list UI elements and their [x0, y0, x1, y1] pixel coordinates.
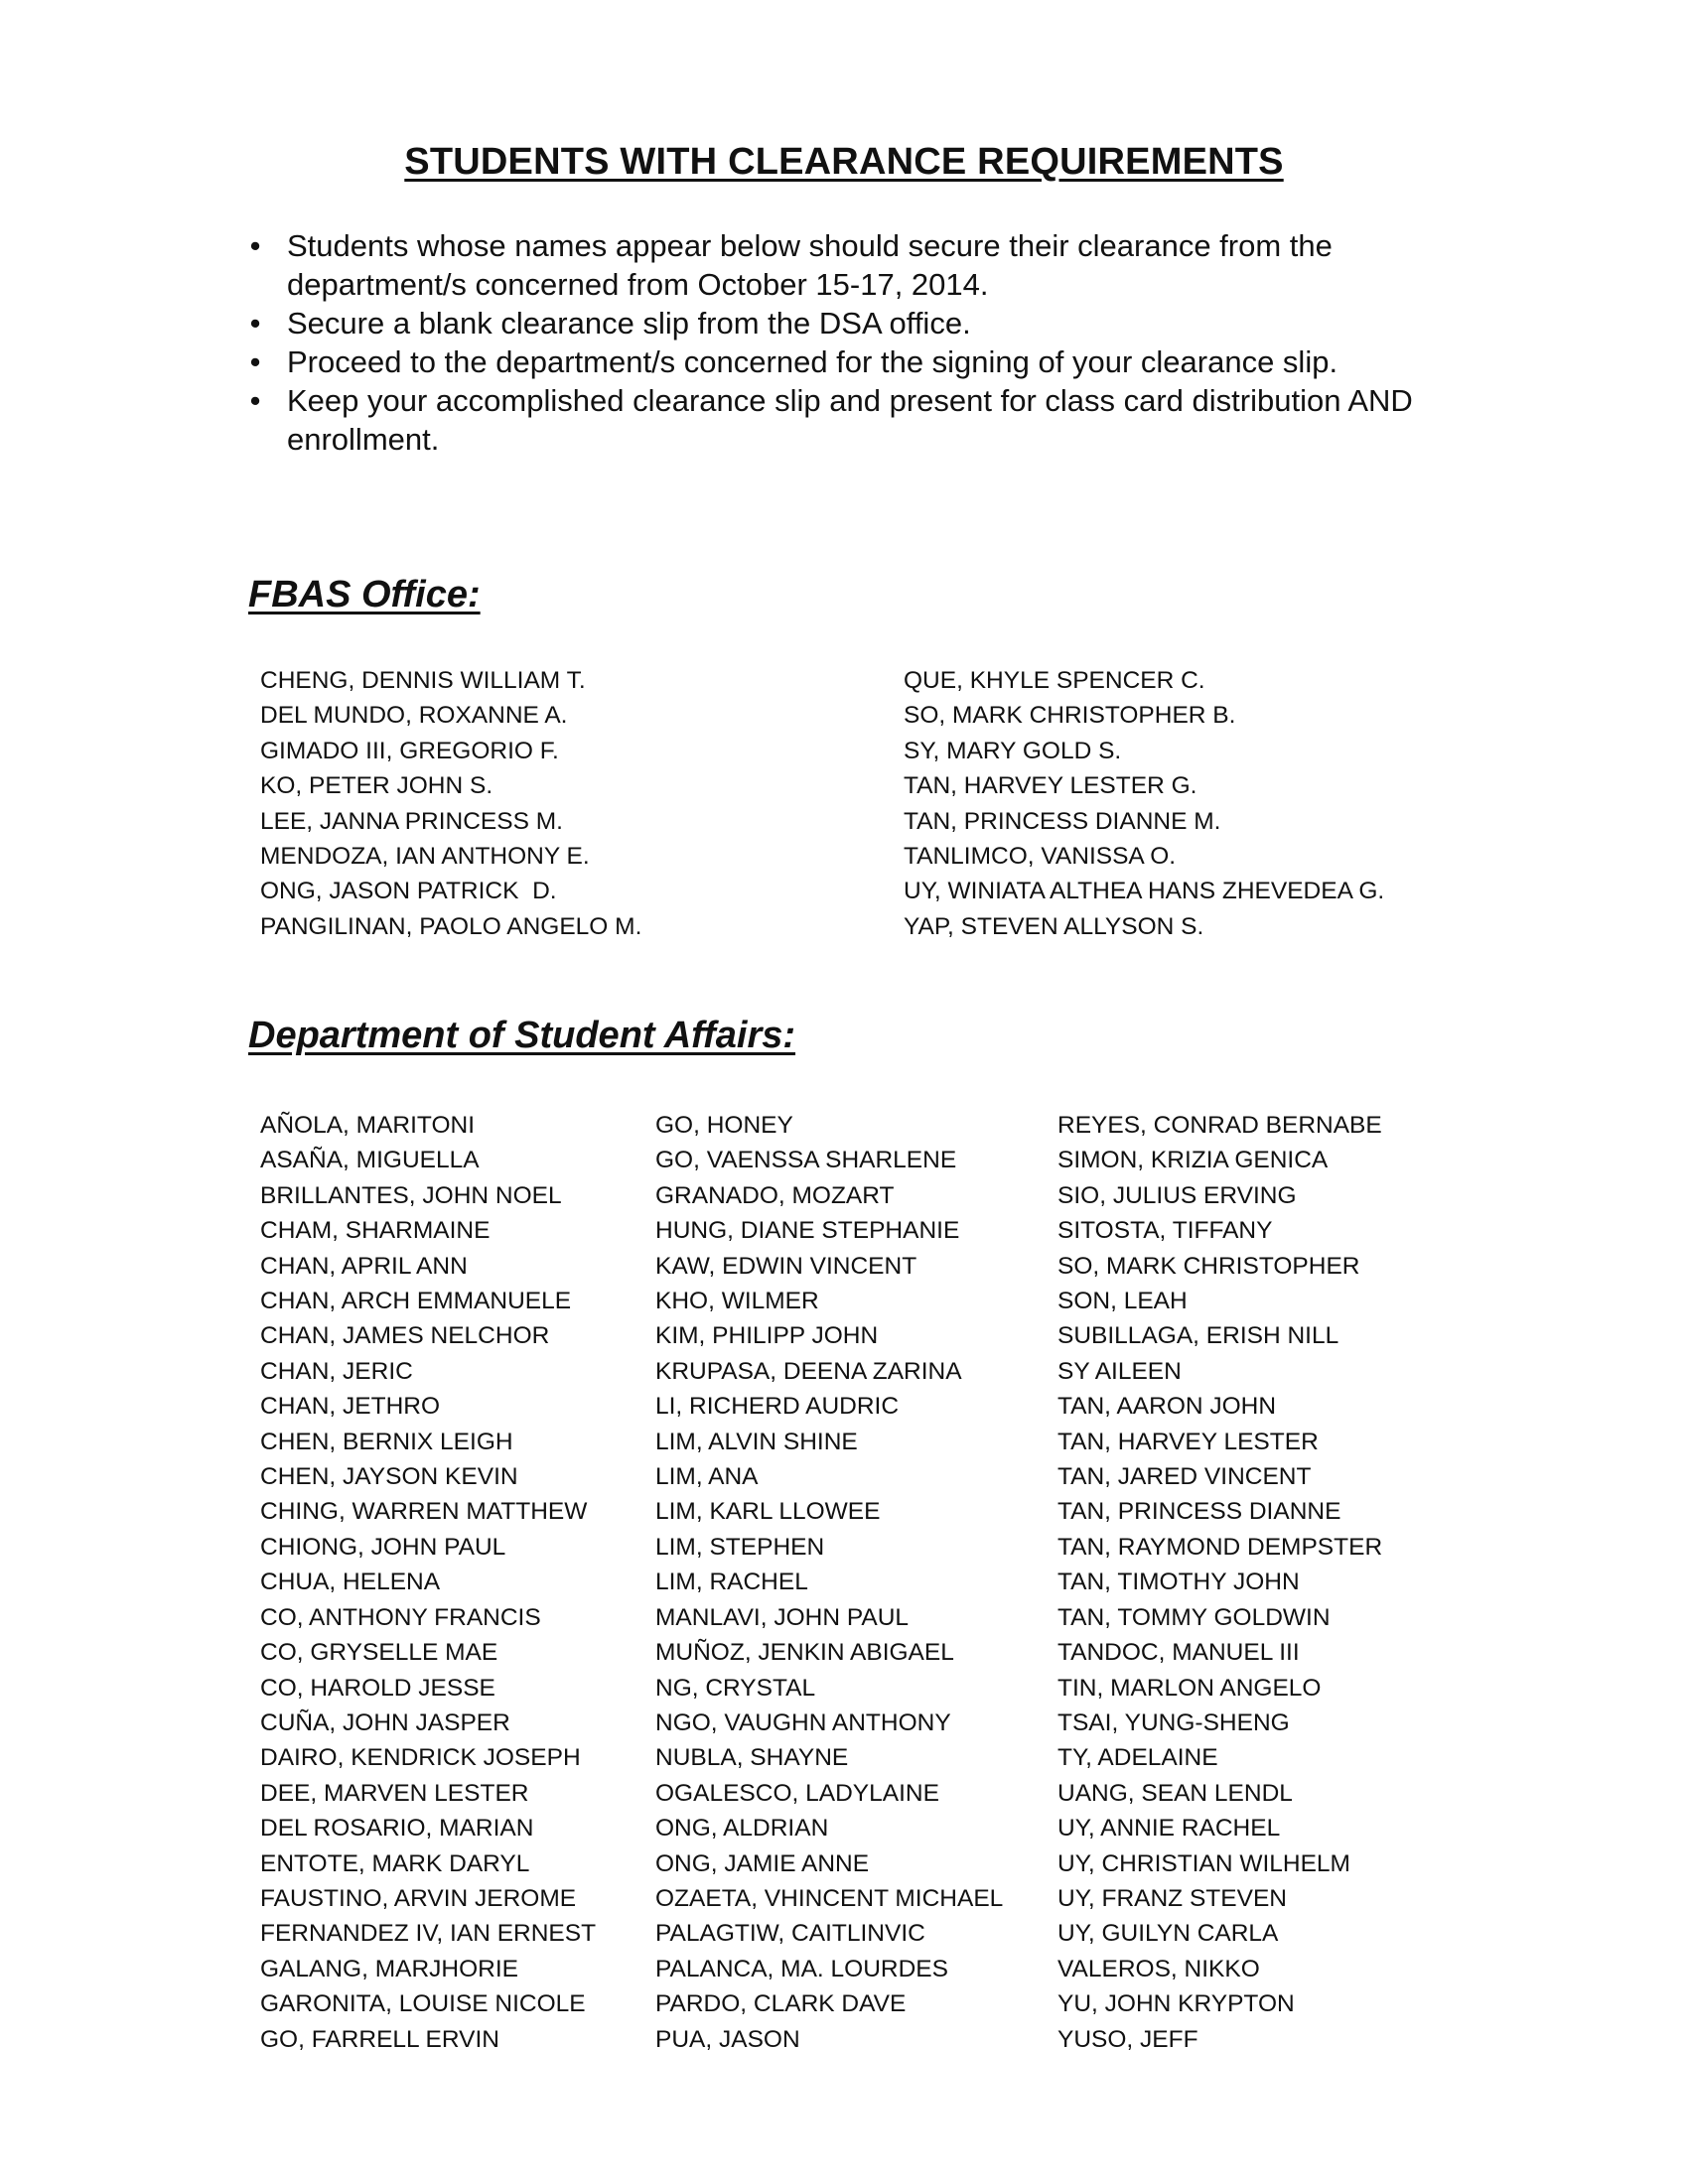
student-name: KAW, EDWIN VINCENT	[655, 1252, 917, 1280]
student-name: TY, ADELAINE	[1057, 1744, 1218, 1772]
student-name: LIM, ANA	[655, 1463, 759, 1491]
bullet-icon: •	[249, 306, 261, 341]
student-name: UY, ANNIE RACHEL	[1057, 1815, 1281, 1843]
student-name: OGALESCO, LADYLAINE	[655, 1779, 939, 1807]
student-name: CHAN, APRIL ANN	[260, 1252, 468, 1280]
student-name: CUÑA, JOHN JASPER	[260, 1708, 510, 1736]
student-name: TAN, HARVEY LESTER	[1057, 1428, 1319, 1455]
student-name: GARONITA, LOUISE NICOLE	[260, 1990, 586, 2018]
student-name: CO, HAROLD JESSE	[260, 1674, 495, 1702]
student-name: FAUSTINO, ARVIN JEROME	[260, 1884, 577, 1912]
student-name: OZAETA, VHINCENT MICHAEL	[655, 1884, 1004, 1912]
instruction-item	[245, 304, 1496, 342]
student-name: CHAN, JETHRO	[260, 1393, 441, 1421]
student-name: TAN, AARON JOHN	[1057, 1393, 1277, 1421]
instruction-item	[245, 342, 1496, 381]
student-name: TAN, JARED VINCENT	[1057, 1463, 1312, 1491]
dsa-column-1	[260, 1108, 596, 2057]
student-name: SON, LEAH	[1057, 1288, 1188, 1315]
student-name: ONG, JAMIE ANNE	[655, 1849, 870, 1877]
student-name: QUE, KHYLE SPENCER C.	[904, 667, 1205, 694]
student-name: YUSO, JEFF	[1057, 2025, 1198, 2053]
student-name: TANLIMCO, VANISSA O.	[904, 843, 1177, 871]
student-name: CHAN, ARCH EMMANUELE	[260, 1288, 572, 1315]
bullet-icon: •	[249, 228, 261, 263]
instruction-text: Students whose names appear below should secure their clearance from the department/s concerned from October 15-17, 2014.	[287, 228, 1333, 302]
instruction-text: Proceed to the department/s concerned for the signing of your clearance slip.	[287, 344, 1338, 379]
student-name: MUÑOZ, JENKIN ABIGAEL	[655, 1639, 954, 1667]
student-name: LIM, ALVIN SHINE	[655, 1428, 858, 1455]
student-name: UY, WINIATA ALTHEA HANS ZHEVEDEA G.	[904, 878, 1385, 905]
bullet-icon: •	[249, 344, 261, 379]
student-name: LI, RICHERD AUDRIC	[655, 1393, 900, 1421]
student-name: CO, ANTHONY FRANCIS	[260, 1603, 541, 1631]
student-name: UY, FRANZ STEVEN	[1057, 1884, 1287, 1912]
student-name: CHING, WARREN MATTHEW	[260, 1498, 588, 1526]
dsa-heading: Department of Student Affairs:	[248, 1015, 796, 1056]
student-name: NG, CRYSTAL	[655, 1674, 816, 1702]
student-name: ENTOTE, MARK DARYL	[260, 1849, 530, 1877]
student-name: MANLAVI, JOHN PAUL	[655, 1603, 910, 1631]
student-name: SUBILLAGA, ERISH NILL	[1057, 1322, 1339, 1350]
fbas-column-1	[260, 663, 641, 944]
student-name: LIM, RACHEL	[655, 1569, 808, 1596]
student-name: SO, MARK CHRISTOPHER B.	[904, 702, 1236, 730]
student-name: GALANG, MARJHORIE	[260, 1955, 519, 1982]
student-name: GRANADO, MOZART	[655, 1181, 895, 1209]
student-name: LIM, STEPHEN	[655, 1533, 825, 1561]
student-name: DAIRO, KENDRICK JOSEPH	[260, 1744, 581, 1772]
student-name: CHEN, JAYSON KEVIN	[260, 1463, 518, 1491]
student-name: DEE, MARVEN LESTER	[260, 1779, 529, 1807]
student-name: CO, GRYSELLE MAE	[260, 1639, 498, 1667]
student-name: SITOSTA, TIFFANY	[1057, 1217, 1273, 1245]
student-name: ONG, ALDRIAN	[655, 1815, 829, 1843]
student-name: NUBLA, SHAYNE	[655, 1744, 849, 1772]
student-name: CHIONG, JOHN PAUL	[260, 1533, 506, 1561]
student-name: GO, FARRELL ERVIN	[260, 2025, 499, 2053]
fbas-heading: FBAS Office:	[248, 574, 481, 615]
student-name: SO, MARK CHRISTOPHER	[1057, 1252, 1360, 1280]
student-name: CHENG, DENNIS WILLIAM T.	[260, 667, 586, 694]
instructions-list	[245, 226, 1496, 459]
student-name: TAN, PRINCESS DIANNE M.	[904, 807, 1221, 835]
student-name: KRUPASA, DEENA ZARINA	[655, 1357, 962, 1385]
student-name: TAN, HARVEY LESTER G.	[904, 772, 1197, 800]
student-name: YAP, STEVEN ALLYSON S.	[904, 912, 1204, 940]
student-name: SY, MARY GOLD S.	[904, 737, 1122, 764]
student-name: SIO, JULIUS ERVING	[1057, 1181, 1297, 1209]
instruction-text: Secure a blank clearance slip from the DSA office.	[287, 306, 971, 341]
instruction-text: Keep your accomplished clearance slip and present for class card distribution AND enrollment.	[287, 383, 1413, 457]
student-name: GIMADO III, GREGORIO F.	[260, 737, 559, 764]
student-name: DEL MUNDO, ROXANNE A.	[260, 702, 568, 730]
instruction-item	[245, 381, 1496, 459]
student-name: FERNANDEZ IV, IAN ERNEST	[260, 1920, 597, 1948]
student-name: TAN, TIMOTHY JOHN	[1057, 1569, 1300, 1596]
student-name: KIM, PHILIPP JOHN	[655, 1322, 879, 1350]
student-name: SY AILEEN	[1057, 1357, 1182, 1385]
student-name: CHAN, JERIC	[260, 1357, 413, 1385]
student-name: MENDOZA, IAN ANTHONY E.	[260, 843, 590, 871]
student-name: UANG, SEAN LENDL	[1057, 1779, 1293, 1807]
student-name: CHUA, HELENA	[260, 1569, 441, 1596]
student-name: KO, PETER JOHN S.	[260, 772, 493, 800]
bullet-icon: •	[249, 383, 261, 418]
dsa-column-2	[655, 1108, 1003, 2057]
dsa-column-3	[1057, 1108, 1382, 2057]
student-name: TAN, TOMMY GOLDWIN	[1057, 1603, 1331, 1631]
fbas-column-2	[904, 663, 1384, 944]
student-name: TAN, RAYMOND DEMPSTER	[1057, 1533, 1383, 1561]
page-title: STUDENTS WITH CLEARANCE REQUIREMENTS	[404, 141, 1284, 183]
student-name: CHEN, BERNIX LEIGH	[260, 1428, 513, 1455]
student-name: LIM, KARL LLOWEE	[655, 1498, 881, 1526]
student-name: GO, HONEY	[655, 1112, 793, 1139]
student-name: UY, CHRISTIAN WILHELM	[1057, 1849, 1350, 1877]
student-name: AÑOLA, MARITONI	[260, 1112, 476, 1139]
student-name: BRILLANTES, JOHN NOEL	[260, 1181, 562, 1209]
student-name: REYES, CONRAD BERNABE	[1057, 1112, 1382, 1139]
student-name: PUA, JASON	[655, 2025, 800, 2053]
student-name: UY, GUILYN CARLA	[1057, 1920, 1279, 1948]
student-name: PARDO, CLARK DAVE	[655, 1990, 907, 2018]
student-name: ASAÑA, MIGUELLA	[260, 1147, 480, 1174]
student-name: CHAM, SHARMAINE	[260, 1217, 491, 1245]
student-name: YU, JOHN KRYPTON	[1057, 1990, 1295, 2018]
student-name: PALAGTIW, CAITLINVIC	[655, 1920, 925, 1948]
student-name: VALEROS, NIKKO	[1057, 1955, 1260, 1982]
student-name: ONG, JASON PATRICK D.	[260, 878, 557, 905]
student-name: PALANCA, MA. LOURDES	[655, 1955, 948, 1982]
student-name: PANGILINAN, PAOLO ANGELO M.	[260, 912, 642, 940]
student-name: CHAN, JAMES NELCHOR	[260, 1322, 550, 1350]
student-name: KHO, WILMER	[655, 1288, 819, 1315]
student-name: TIN, MARLON ANGELO	[1057, 1674, 1322, 1702]
student-name: TAN, PRINCESS DIANNE	[1057, 1498, 1341, 1526]
student-name: HUNG, DIANE STEPHANIE	[655, 1217, 960, 1245]
student-name: NGO, VAUGHN ANTHONY	[655, 1708, 951, 1736]
student-name: LEE, JANNA PRINCESS M.	[260, 807, 563, 835]
instruction-item	[245, 226, 1496, 304]
student-name: TANDOC, MANUEL III	[1057, 1639, 1300, 1667]
student-name: SIMON, KRIZIA GENICA	[1057, 1147, 1329, 1174]
student-name: TSAI, YUNG-SHENG	[1057, 1708, 1290, 1736]
student-name: GO, VAENSSA SHARLENE	[655, 1147, 957, 1174]
student-name: DEL ROSARIO, MARIAN	[260, 1815, 534, 1843]
